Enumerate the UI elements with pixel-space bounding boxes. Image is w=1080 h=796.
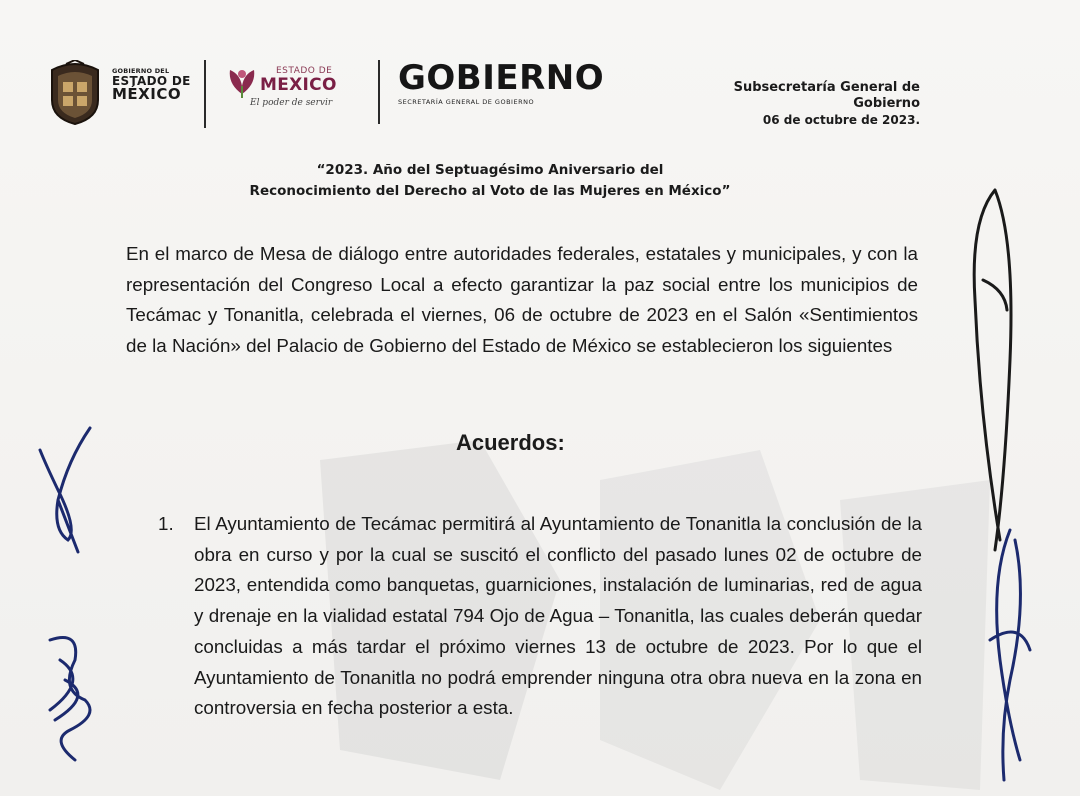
right-signature-2-icon xyxy=(970,520,1050,796)
flower-icon xyxy=(222,64,262,98)
state-seal-icon xyxy=(46,60,104,126)
agreements-heading: Acuerdos: xyxy=(456,430,565,455)
motto-line1: “2023. Año del Septuagésimo Aniversario del xyxy=(316,162,664,178)
gobierno-title: GOBIERNO xyxy=(398,58,605,98)
agreement-number: 1. xyxy=(158,513,174,534)
gobierno-logo xyxy=(398,60,604,106)
brand-logo xyxy=(222,62,372,122)
header-divider-2 xyxy=(378,60,380,124)
state-line1: GOBIERNO DEL xyxy=(112,67,170,75)
brand-slogan: El poder de servir xyxy=(250,98,333,108)
brand-estado: ESTADO DE xyxy=(276,66,333,76)
state-name-block xyxy=(112,68,191,102)
agreement-item xyxy=(158,509,922,724)
header-divider xyxy=(204,60,206,128)
state-line2: ESTADO DE xyxy=(112,73,191,88)
brand-mexico: MEXICO xyxy=(260,75,337,95)
issuing-office xyxy=(734,80,920,128)
year-motto xyxy=(180,160,800,202)
agreement-text: El Ayuntamiento de Tecámac permitirá al Ayuntamiento de Tonanitla la conclusión de la obra en curso y por la cual se suscitó el conflicto del pasado lunes 02 de octubre de 2023, entendida como banquetas, guarniciones, instalación de luminarias, red de agua y drenaje en la vialidad estatal 794 Ojo de Agua – Tonanitla, las cuales deberán quedar concluidas a más tardar el próximo viernes 13 de octubre de 2023. Por lo que el Ayuntamiento de Tonanitla no podrá emprender ninguna otra obra nueva en la zona en controversia en fecha posterior a esta. xyxy=(194,513,922,719)
intro-paragraph: En el marco de Mesa de diálogo entre autoridades federales, estatales y municipales, y con la representación del Congreso Local a efecto garantizar la paz social entre los municipios de Tecámac y Tonanitla, celebrada el viernes, 06 de octubre de 2023 en el Salón «Sentimientos de la Nación» del Palacio de Gobierno del Estado de México se establecieron los siguientes xyxy=(126,243,918,356)
document-date: 06 de octubre de 2023. xyxy=(762,112,920,127)
right-signature-1-icon xyxy=(955,180,1035,560)
motto-line2: Reconocimiento del Derecho al Voto de las Mujeres en México” xyxy=(249,182,731,199)
left-signature-1-icon xyxy=(28,420,108,560)
office-line1: Subsecretaría General de xyxy=(733,80,920,95)
state-line3: MÉXICO xyxy=(112,84,182,103)
gobierno-subtitle: SECRETARÍA GENERAL DE GOBIERNO xyxy=(398,98,535,106)
office-line2: Gobierno xyxy=(853,96,920,112)
left-signature-2-icon xyxy=(30,620,110,790)
